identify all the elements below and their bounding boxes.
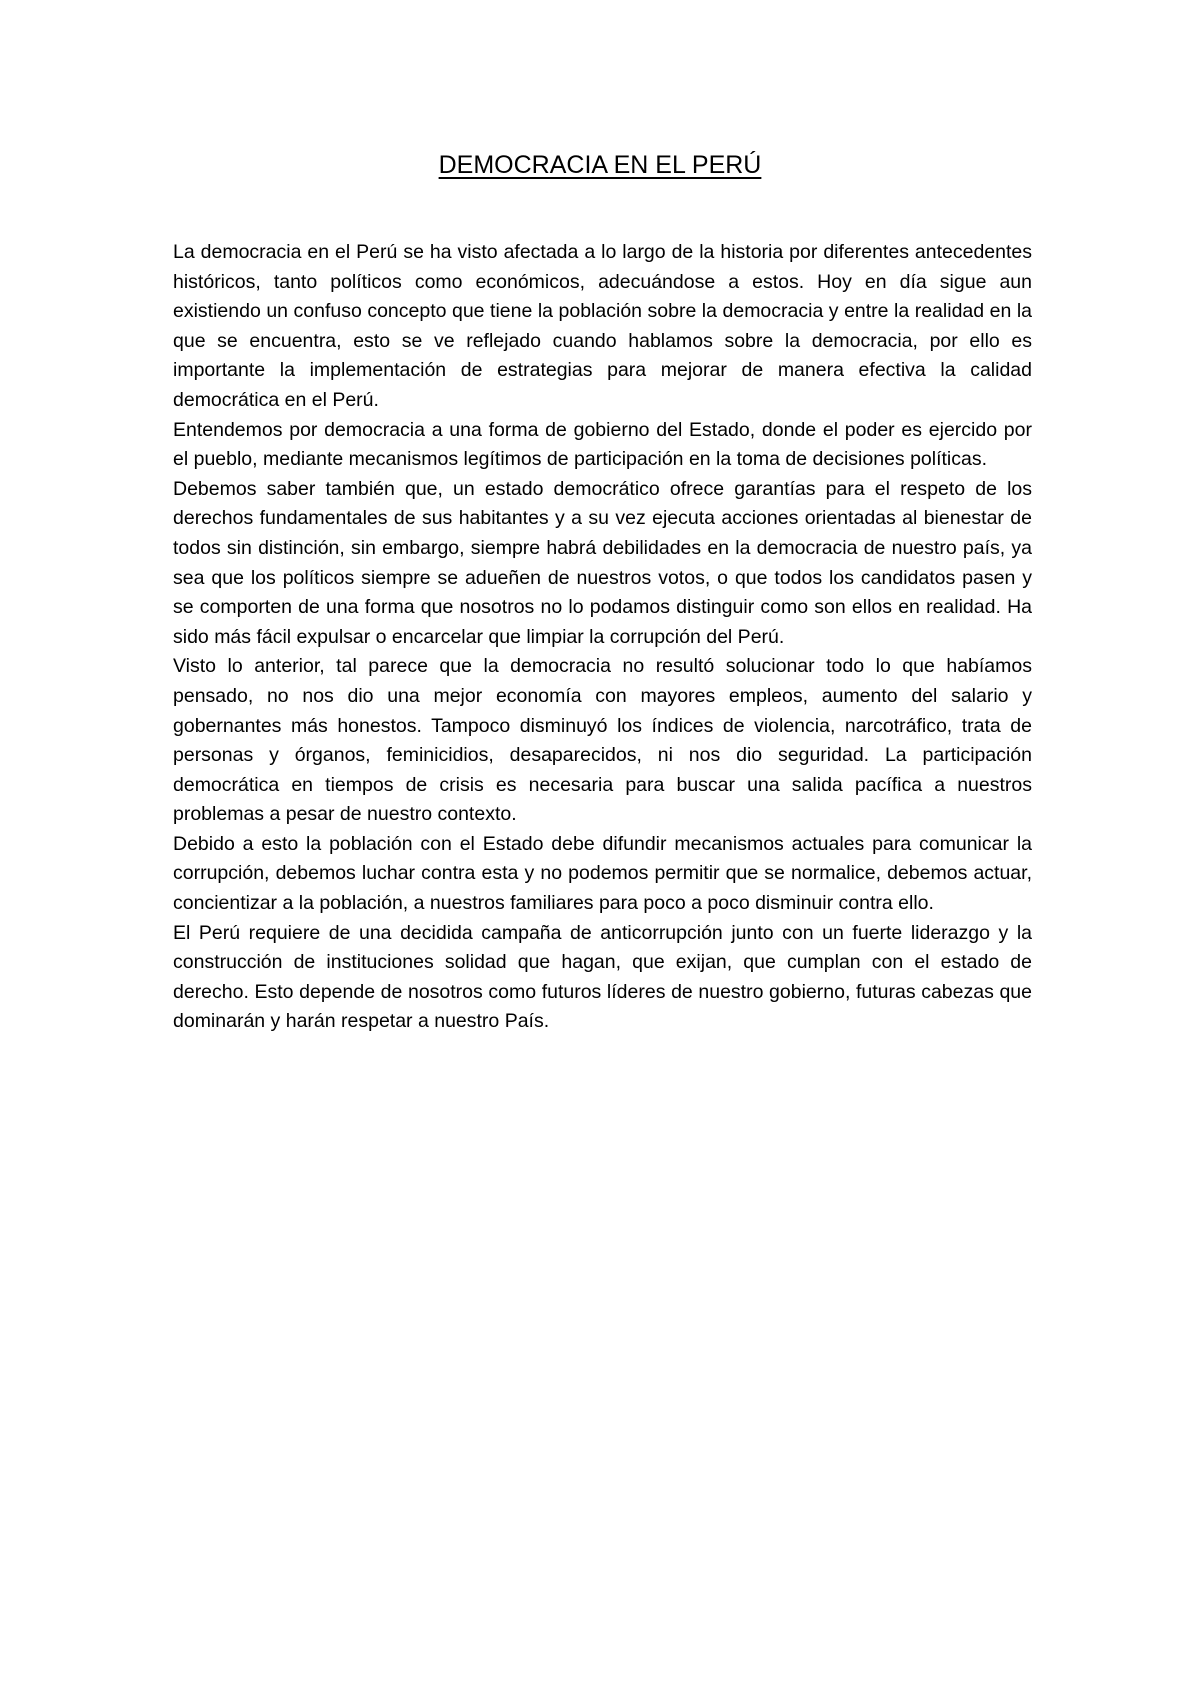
document-title: DEMOCRACIA EN EL PERÚ <box>438 151 762 179</box>
paragraph: Visto lo anterior, tal parece que la democracia no resultó solucionar todo lo que habíamos pensado, no nos dio una mejor economía con mayores empleos, aumento del salario y gobernantes más honestos. Tampoco disminuyó los índices de violencia, narcotráfico, trata de personas y órganos, feminicidios, desaparecidos, ni nos dio seguridad. La participación democrática en tiempos de crisis es necesaria para buscar una salida pacífica a nuestros problemas a pesar de nuestro contexto. <box>173 655 1032 826</box>
document-body <box>173 238 1032 1037</box>
paragraph: Debido a esto la población con el Estado debe difundir mecanismos actuales para comunicar la corrupción, debemos luchar contra esta y no podemos permitir que se normalice, debemos actuar, concientizar a la población, a nuestros familiares para poco a poco disminuir contra ello. <box>173 832 1032 915</box>
paragraph: Entendemos por democracia a una forma de gobierno del Estado, donde el poder es ejercido por el pueblo, mediante mecanismos legítimos de participación en la toma de decisiones políticas. <box>173 418 1032 471</box>
paragraph: El Perú requiere de una decidida campaña de anticorrupción junto con un fuerte liderazgo y la construcción de instituciones solidad que hagan, que exijan, que cumplan con el estado de derecho. Esto depende de nosotros como futuros líderes de nuestro gobierno, futuras cabezas que dominarán y harán respetar a nuestro País. <box>173 921 1032 1033</box>
paragraph: Debemos saber también que, un estado democrático ofrece garantías para el respeto de los derechos fundamentales de sus habitantes y a su vez ejecuta acciones orientadas al bienestar de todos sin distinción, sin embargo, siempre habrá debilidades en la democracia de nuestro país, ya sea que los políticos siempre se adueñen de nuestros votos, o que todos los candidatos pasen y se comporten de una forma que nosotros no lo podamos distinguir como son ellos en realidad. Ha sido más fácil expulsar o encarcelar que limpiar la corrupción del Perú. <box>173 477 1032 648</box>
paragraph: La democracia en el Perú se ha visto afectada a lo largo de la historia por diferentes antecedentes históricos, tanto políticos como económicos, adecuándose a estos. Hoy en día sigue aun existiendo un confuso concepto que tiene la población sobre la democracia y entre la realidad en la que se encuentra, esto se ve reflejado cuando hablamos sobre la democracia, por ello es importante la implementación de estrategias para mejorar de manera efectiva la calidad democrática en el Perú. <box>173 241 1032 411</box>
